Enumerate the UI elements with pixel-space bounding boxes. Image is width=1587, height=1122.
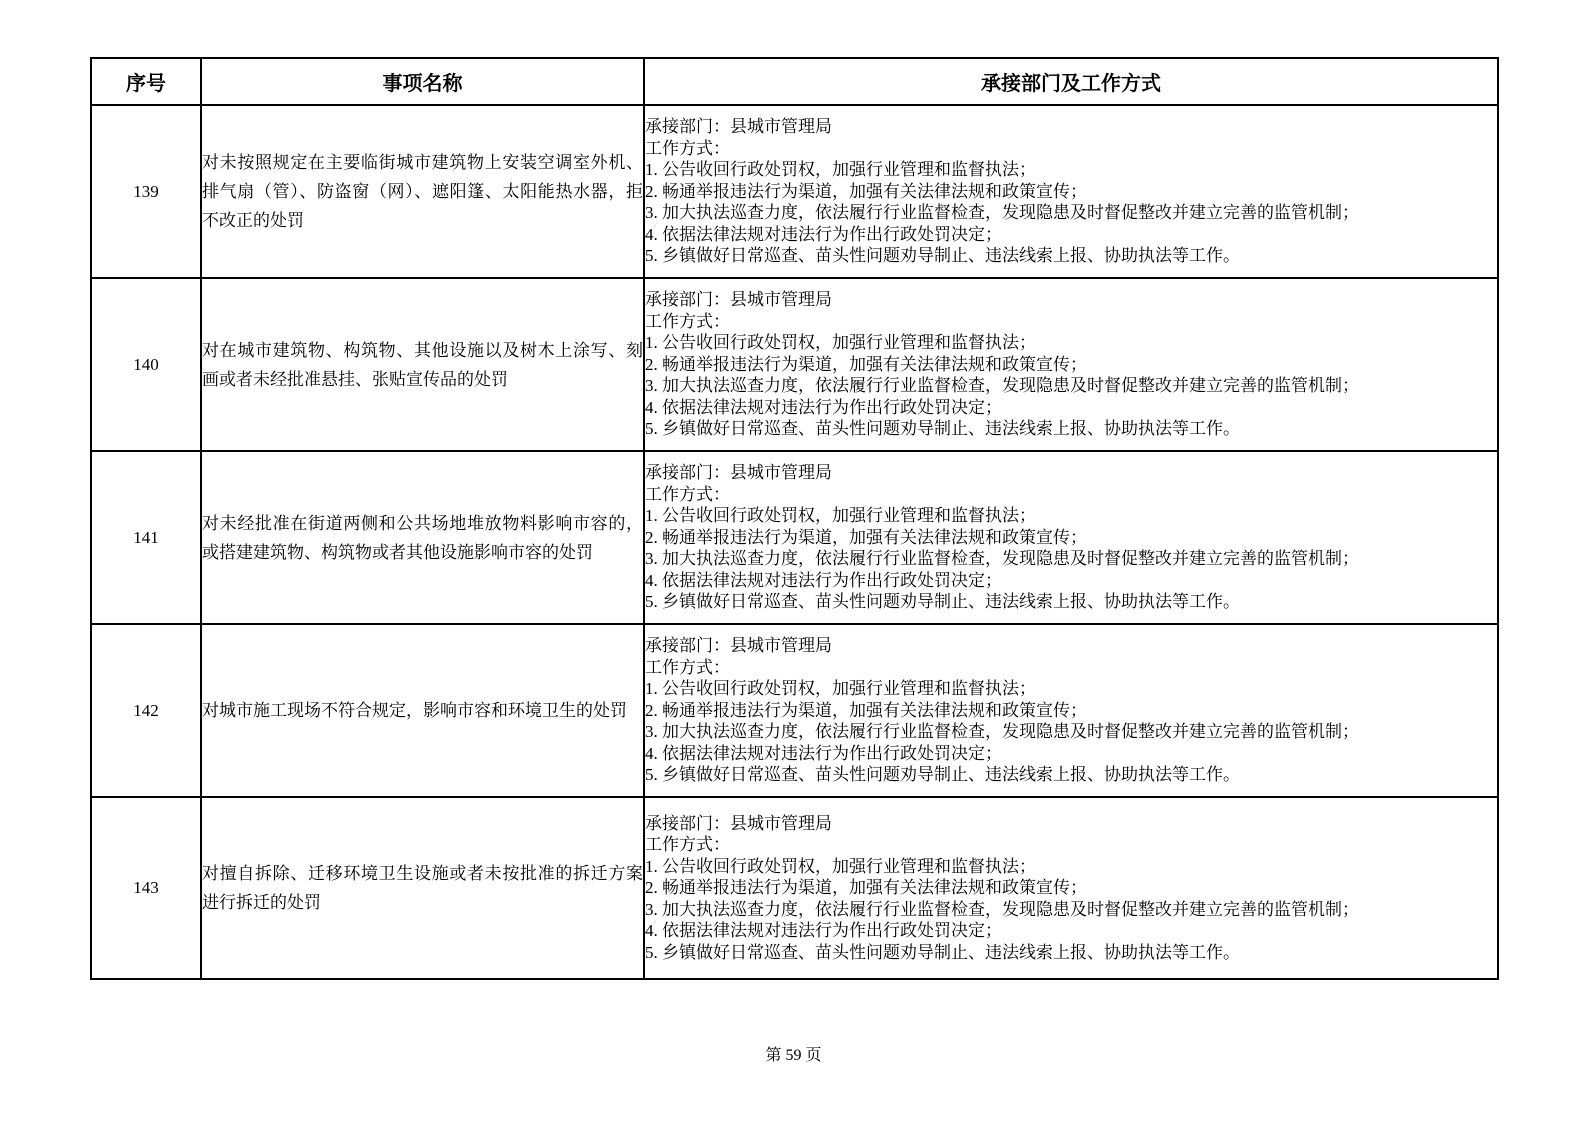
table-row bbox=[91, 105, 1498, 278]
detail-line: 承接部门：县城市管理局 bbox=[645, 636, 832, 656]
detail-line: 1. 公告收回行政处罚权，加强行业管理和监督执法； bbox=[645, 679, 1036, 699]
detail-line: 5. 乡镇做好日常巡查、苗头性问题劝导制止、违法线索上报、协助执法等工作。 bbox=[645, 246, 1240, 266]
department-and-method-cell bbox=[644, 105, 1498, 278]
row-number-cell: 143 bbox=[91, 797, 201, 979]
table-header bbox=[91, 58, 1498, 105]
item-name-cell: 对未按照规定在主要临街城市建筑物上安装空调室外机、排气扇（管）、防盗窗（网）、遮阳篷、太阳能热水器，拒不改正的处罚 bbox=[201, 105, 644, 278]
detail-line: 工作方式： bbox=[645, 311, 730, 331]
column-header-index: 序号 bbox=[91, 58, 201, 105]
detail-line: 5. 乡镇做好日常巡查、苗头性问题劝导制止、违法线索上报、协助执法等工作。 bbox=[645, 765, 1240, 785]
department-and-method-cell bbox=[644, 797, 1498, 979]
detail-line: 5. 乡镇做好日常巡查、苗头性问题劝导制止、违法线索上报、协助执法等工作。 bbox=[645, 592, 1240, 612]
detail-line: 承接部门：县城市管理局 bbox=[645, 290, 832, 310]
items-table bbox=[90, 57, 1499, 980]
detail-line: 4. 依据法律法规对违法行为作出行政处罚决定； bbox=[645, 397, 1002, 417]
detail-line: 5. 乡镇做好日常巡查、苗头性问题劝导制止、违法线索上报、协助执法等工作。 bbox=[645, 419, 1240, 439]
detail-line: 2. 畅通举报违法行为渠道，加强有关法律法规和政策宣传； bbox=[645, 354, 1087, 374]
detail-line: 3. 加大执法巡查力度，依法履行行业监督检查，发现隐患及时督促整改并建立完善的监管机制； bbox=[645, 376, 1359, 396]
department-and-method-cell bbox=[644, 451, 1498, 624]
item-name-cell: 对在城市建筑物、构筑物、其他设施以及树木上涂写、刻画或者未经批准悬挂、张贴宣传品的处罚 bbox=[201, 278, 644, 451]
detail-line: 1. 公告收回行政处罚权，加强行业管理和监督执法； bbox=[645, 856, 1036, 876]
table-row bbox=[91, 451, 1498, 624]
row-number-cell: 142 bbox=[91, 624, 201, 797]
header-row bbox=[91, 58, 1498, 105]
detail-line: 工作方式： bbox=[645, 138, 730, 158]
department-and-method-cell bbox=[644, 624, 1498, 797]
detail-line: 工作方式： bbox=[645, 657, 730, 677]
detail-line: 5. 乡镇做好日常巡查、苗头性问题劝导制止、违法线索上报、协助执法等工作。 bbox=[645, 942, 1240, 962]
detail-line: 3. 加大执法巡查力度，依法履行行业监督检查，发现隐患及时督促整改并建立完善的监管机制； bbox=[645, 899, 1359, 919]
detail-line: 3. 加大执法巡查力度，依法履行行业监督检查，发现隐患及时督促整改并建立完善的监管机制； bbox=[645, 203, 1359, 223]
detail-line: 4. 依据法律法规对违法行为作出行政处罚决定； bbox=[645, 743, 1002, 763]
detail-line: 4. 依据法律法规对违法行为作出行政处罚决定； bbox=[645, 570, 1002, 590]
detail-line: 承接部门：县城市管理局 bbox=[645, 813, 832, 833]
table-row bbox=[91, 624, 1498, 797]
detail-line: 2. 畅通举报违法行为渠道，加强有关法律法规和政策宣传； bbox=[645, 700, 1087, 720]
page-number: 第 59 页 bbox=[765, 1047, 822, 1064]
table-row bbox=[91, 278, 1498, 451]
detail-line: 1. 公告收回行政处罚权，加强行业管理和监督执法； bbox=[645, 333, 1036, 353]
item-name-cell: 对城市施工现场不符合规定，影响市容和环境卫生的处罚 bbox=[201, 624, 644, 797]
detail-line: 2. 畅通举报违法行为渠道，加强有关法律法规和政策宣传； bbox=[645, 878, 1087, 898]
detail-line: 3. 加大执法巡查力度，依法履行行业监督检查，发现隐患及时督促整改并建立完善的监管机制； bbox=[645, 722, 1359, 742]
column-header-department-method: 承接部门及工作方式 bbox=[644, 58, 1498, 105]
detail-line: 3. 加大执法巡查力度，依法履行行业监督检查，发现隐患及时督促整改并建立完善的监管机制； bbox=[645, 549, 1359, 569]
detail-line: 1. 公告收回行政处罚权，加强行业管理和监督执法； bbox=[645, 160, 1036, 180]
detail-line: 2. 畅通举报违法行为渠道，加强有关法律法规和政策宣传； bbox=[645, 181, 1087, 201]
column-header-item-name: 事项名称 bbox=[201, 58, 644, 105]
table-row bbox=[91, 797, 1498, 979]
item-name-cell: 对擅自拆除、迁移环境卫生设施或者未按批准的拆迁方案进行拆迁的处罚 bbox=[201, 797, 644, 979]
detail-line: 承接部门：县城市管理局 bbox=[645, 463, 832, 483]
detail-line: 4. 依据法律法规对违法行为作出行政处罚决定； bbox=[645, 224, 1002, 244]
item-name-cell: 对未经批准在街道两侧和公共场地堆放物料影响市容的，或搭建建筑物、构筑物或者其他设施影响市容的处罚 bbox=[201, 451, 644, 624]
detail-line: 4. 依据法律法规对违法行为作出行政处罚决定； bbox=[645, 921, 1002, 941]
detail-line: 1. 公告收回行政处罚权，加强行业管理和监督执法； bbox=[645, 506, 1036, 526]
detail-line: 2. 畅通举报违法行为渠道，加强有关法律法规和政策宣传； bbox=[645, 527, 1087, 547]
row-number-cell: 141 bbox=[91, 451, 201, 624]
row-number-cell: 139 bbox=[91, 105, 201, 278]
department-and-method-cell bbox=[644, 278, 1498, 451]
detail-line: 工作方式： bbox=[645, 835, 730, 855]
row-number-cell: 140 bbox=[91, 278, 201, 451]
detail-line: 工作方式： bbox=[645, 484, 730, 504]
detail-line: 承接部门：县城市管理局 bbox=[645, 117, 832, 137]
table-body bbox=[91, 105, 1498, 979]
